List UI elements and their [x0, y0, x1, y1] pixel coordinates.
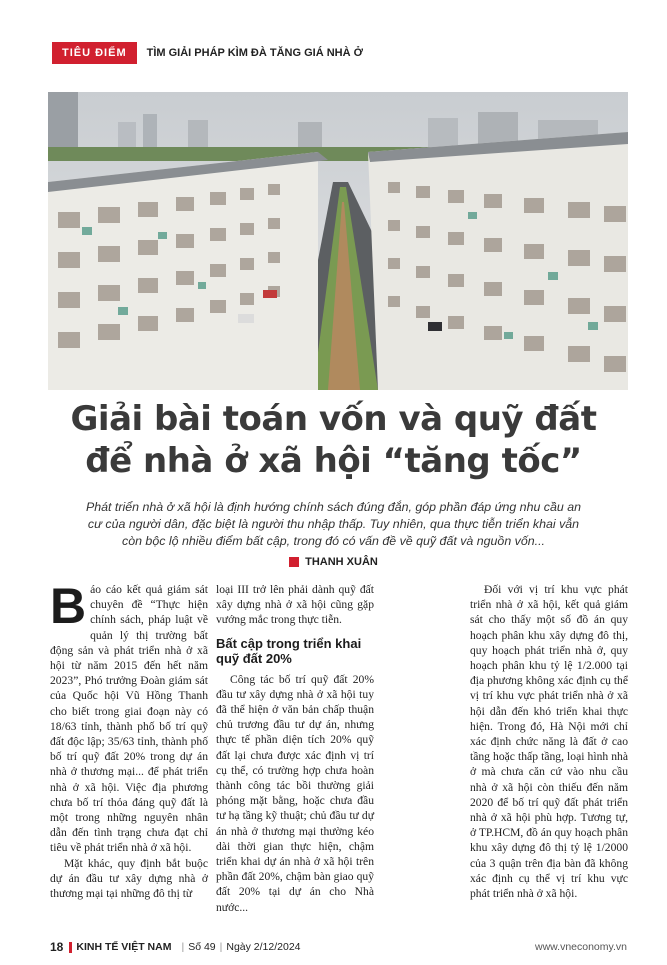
paragraph: [50, 578, 208, 856]
website-url: www.vneconomy.vn: [534, 941, 627, 953]
issue-number: Số 49: [188, 941, 216, 953]
lead-paragraph: Phát triển nhà ở xã hội là định hướng chính sách đúng đắn, góp phần đáp ứng nhu cầu an cư của người dân, đặc biệt là người thu nhập thấp. Tuy nhiên, qua thực tiễn triển khai vẫn còn bộc lộ nhiều điểm bất cập, trong đó có vấn đề về quỹ đất và nguồn vốn...: [85, 500, 581, 548]
separator: |: [219, 941, 223, 953]
headline-line-2: để nhà ở xã hội “tăng tốc”: [85, 441, 582, 481]
page-header: [52, 42, 627, 64]
dropcap: B: [50, 578, 87, 634]
paragraph: loại III trở lên phải dành quỹ đất xây dựng nhà ở xã hội cũng gặp vướng mắc trong thực tiễn.: [216, 583, 374, 627]
section-title: TÌM GIẢI PHÁP KÌM ĐÀ TĂNG GIÁ NHÀ Ở: [146, 47, 363, 59]
column-1: [50, 578, 208, 901]
apartment-photo: [48, 92, 628, 390]
paragraph-text: áo cáo kết quả giám sát chuyên đề “Thực hiện chính sách, pháp luật về quản lý thị trường bất động sản và phát triển nhà ở xã hội từ năm 2015 đến hết năm 2023”, Phó trưởng Đoàn giám sát của Quốc hội Vũ Hồng Thanh cho biết trong giai đoạn này có 18/63 tỉnh, thành phố bố trí quỹ đất độc lập; 35/63 tỉnh, thành phố bố trí quỹ đất 20% trong dự án nhà ở thương mại... để phát triển nhà ở xã hội. Việc địa phương chưa bố trí thỏa đáng quỹ đất là một trong những nguyên nhân dẫn đến tình trạng chưa đạt chỉ tiêu về phát triển nhà ở xã hội.: [50, 583, 208, 855]
author-byline: [0, 556, 667, 568]
subheading: Bất cập trong triển khai quỹ đất 20%: [216, 635, 362, 666]
paragraph: Mặt khác, quy định bắt buộc dự án đầu tư xây dựng nhà ở thương mại tại những đô thị từ: [50, 856, 208, 901]
headline: [30, 398, 637, 482]
page-footer: [50, 940, 627, 954]
page-number: 18: [50, 940, 64, 954]
column-2: [216, 582, 374, 915]
brand-mark-icon: [69, 942, 72, 953]
paragraph: Công tác bố trí quỹ đất 20% đầu tư xây dựng nhà ở xã hội tuy đã thể hiện ở văn bản chấp thuận chủ trương đầu tư dự án, nhưng thực tế phần diện tích 20% quỹ đất lại chưa được xác định vị trí cụ thể, có trường hợp chưa hoàn thành công tác bồi thường giải phóng mặt bằng, hoặc chưa đầu tư hạ tầng kỹ thuật; chủ đầu tư dự án nhà ở thương mại thường kéo dài thời gian thực hiện, chậm triển khai dự án nhà ở xã hội trên phần đất 20%, chậm bàn giao quỹ đất 20% tại dự án cho Nhà nước...: [216, 672, 374, 914]
headline-line-1: Giải bài toán vốn và quỹ đất: [70, 399, 597, 439]
author-marker-icon: [289, 557, 299, 567]
separator: |: [181, 941, 185, 953]
author-name: THANH XUÂN: [305, 556, 378, 568]
section-tag: TIÊU ĐIỂM: [52, 42, 137, 64]
magazine-name: KINH TẾ VIỆT NAM: [76, 941, 172, 953]
issue-date: Ngày 2/12/2024: [226, 941, 301, 953]
column-3: [470, 582, 628, 901]
paragraph: Đối với vị trí khu vực phát triển nhà ở xã hội, kết quả giám sát cho thấy một số đồ án quy hoạch phân khu xây dựng đô thị, quy hoạch phát triển nhà ở, quy hoạch phân khu tỷ lệ 1/2.000 tại địa phương không xác định cụ thể vị trí khu vực phát triển nhà ở xã hội dẫn đến khó triển khai thực hiện. Trong đó, Hà Nội mới chỉ xác định chức năng là đất ở cao tầng hoặc thấp tầng, loại hình nhà ở mà chưa căn cứ vào nhu cầu nhà ở xã hội còn thiếu đến năm 2020 để bố trí quỹ đất phát triển nhà ở xã hội phù hợp. Tương tự, ở TP.HCM, đồ án quy hoạch phân khu xây dựng đô thị tỷ lệ 1/2000 của 3 quận trên địa bàn đã không xác định cụ thể vị trí khu vực phát triển nhà ở xã hội.: [470, 583, 628, 901]
